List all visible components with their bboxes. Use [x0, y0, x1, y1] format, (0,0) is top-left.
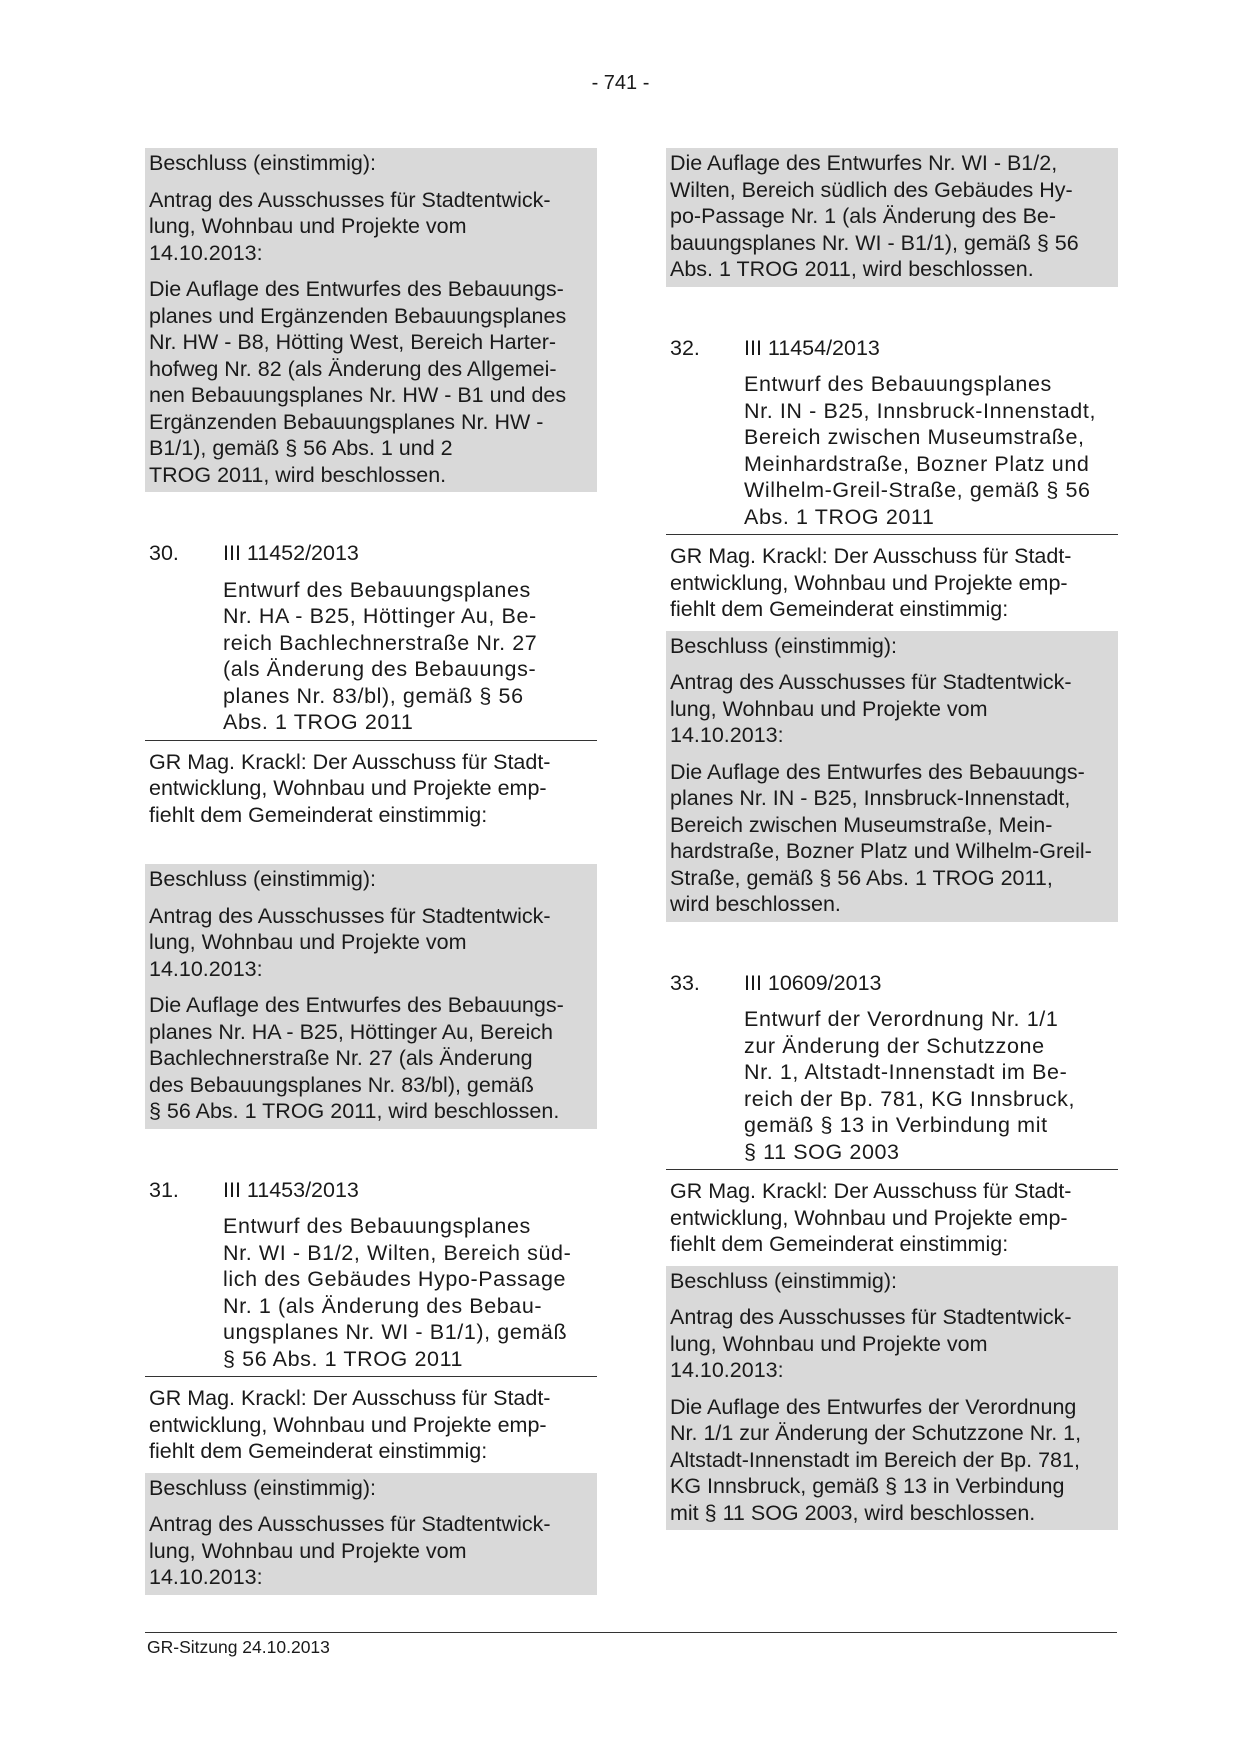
resolution-box: [145, 148, 597, 492]
item-number: 33.: [670, 970, 700, 995]
motion-text: Antrag des Ausschusses für Stadtentwick- lung, Wohnbau und Projekte vom 14.10.2013:: [670, 1305, 1072, 1382]
agenda-item-32: [666, 335, 1118, 922]
resolution-heading: Beschluss (einstimmig):: [670, 1268, 897, 1293]
resolution-box: [666, 1266, 1118, 1531]
committee-statement: GR Mag. Krackl: Der Ausschuss für Stadt- entwicklung, Wohnbau und Projekte emp- fiehlt dem Gemeinderat einstimmig:: [670, 1179, 1072, 1256]
right-column: [666, 148, 1118, 1530]
item-number: 32.: [670, 335, 700, 360]
motion-text: Antrag des Ausschusses für Stadtentwick- lung, Wohnbau und Projekte vom 14.10.2013:: [670, 670, 1072, 747]
item-title: Entwurf des Bebauungsplanes Nr. IN - B25, Innsbruck-Innenstadt, Bereich zwischen Museumstraße, Meinhardstraße, Bozner Platz und Wilhelm-Greil-Straße, gemäß § 56 Abs. 1 TROG 2011: [744, 372, 1097, 529]
item-reference: III 11454/2013: [744, 335, 880, 360]
left-column: [145, 148, 597, 1595]
resolution-heading: Beschluss (einstimmig):: [670, 633, 897, 658]
resolution-heading: Beschluss (einstimmig):: [149, 1475, 376, 1500]
resolution-text: Die Auflage des Entwurfes des Bebauungs- planes Nr. IN - B25, Innsbruck-Innenstadt, Bereich zwischen Museumstraße, Mein- hardstraße, Bozner Platz und Wilhelm-Greil- Straße, gemäß § 56 Abs. 1 TROG 2011, wird beschlossen.: [670, 759, 1092, 916]
motion-text: Antrag des Ausschusses für Stadtentwick- lung, Wohnbau und Projekte vom 14.10.2013:: [149, 1512, 551, 1589]
motion-text: Antrag des Ausschusses für Stadtentwick- lung, Wohnbau und Projekte vom 14.10.2013:: [149, 187, 551, 265]
committee-statement: GR Mag. Krackl: Der Ausschuss für Stadt- entwicklung, Wohnbau und Projekte emp- fiehlt dem Gemeinderat einstimmig:: [670, 544, 1072, 621]
resolution-text: Die Auflage des Entwurfes der Verordnung Nr. 1/1 zur Änderung der Schutzzone Nr. 1, Altstadt-Innenstadt im Bereich der Bp. 781, KG Innsbruck, gemäß § 13 in Verbindung mit § 11 SOG 2003, wird beschlossen.: [670, 1394, 1082, 1525]
item-title: Entwurf der Verordnung Nr. 1/1 zur Änderung der Schutzzone Nr. 1, Altstadt-Innenstadt im Be- reich der Bp. 781, KG Innsbruck, gemäß § 13 in Verbindung mit § 11 SOG 2003: [744, 1007, 1076, 1164]
item-reference: III 11453/2013: [223, 1177, 359, 1202]
item-reference: III 11452/2013: [223, 541, 359, 565]
agenda-item-33: [666, 970, 1118, 1531]
resolution-heading: Beschluss (einstimmig):: [149, 867, 376, 891]
agenda-item-31: [145, 1177, 597, 1595]
resolution-heading: Beschluss (einstimmig):: [149, 151, 376, 175]
footer-divider: [145, 1632, 1117, 1633]
committee-statement: GR Mag. Krackl: Der Ausschuss für Stadt- entwicklung, Wohnbau und Projekte emp- fiehlt dem Gemeinderat einstimmig:: [149, 1386, 551, 1463]
agenda-item-30: [145, 540, 597, 1129]
resolution-box: [145, 864, 597, 1129]
item-number: 30.: [149, 541, 179, 565]
item-title: Entwurf des Bebauungsplanes Nr. HA - B25, Höttinger Au, Be- reich Bachlechnerstraße Nr. 27 (als Änderung des Bebauungs- planes Nr. 83/bl), gemäß § 56 Abs. 1 TROG 2011: [223, 577, 538, 734]
resolution-box: [666, 631, 1118, 922]
footer-session-date: GR-Sitzung 24.10.2013: [147, 1637, 330, 1657]
committee-statement: GR Mag. Krackl: Der Ausschuss für Stadt- entwicklung, Wohnbau und Projekte emp- fiehlt dem Gemeinderat einstimmig:: [149, 749, 551, 827]
page-number: - 741 -: [591, 72, 650, 94]
resolution-text: Die Auflage des Entwurfes Nr. WI - B1/2, Wilten, Bereich südlich des Gebäudes Hy- po-Passage Nr. 1 (als Änderung des Be- bauungsplanes Nr. WI - B1/1), gemäß § 56 Abs. 1 TROG 2011, wird beschlossen.: [670, 151, 1079, 281]
resolution-text: Die Auflage des Entwurfes des Bebauungs- planes Nr. HA - B25, Höttinger Au, Bereich Bachlechnerstraße Nr. 27 (als Änderung des Bebauungsplanes Nr. 83/bl), gemäß § 56 Abs. 1 TROG 2011, wird beschlossen.: [149, 993, 564, 1123]
item-reference: III 10609/2013: [744, 970, 882, 995]
item-number: 31.: [149, 1177, 179, 1202]
motion-text: Antrag des Ausschusses für Stadtentwick- lung, Wohnbau und Projekte vom 14.10.2013:: [149, 903, 551, 981]
resolution-box: [666, 148, 1118, 287]
item-title: Entwurf des Bebauungsplanes Nr. WI - B1/2, Wilten, Bereich süd- lich des Gebäudes Hypo-Passage Nr. 1 (als Änderung des Bebau- ungsplanes Nr. WI - B1/1), gemäß § 56 Abs. 1 TROG 2011: [223, 1214, 572, 1371]
resolution-text: Die Auflage des Entwurfes des Bebauungs- planes und Ergänzenden Bebauungsplanes Nr. HW - B8, Hötting West, Bereich Harter- hofweg Nr. 82 (als Änderung des Allgemei- nen Bebauungsplanes Nr. HW - B1 und des Ergänzenden Bebauungsplanes Nr. HW - B1/1), gemäß § 56 Abs. 1 und 2 TROG 2011, wird beschlossen.: [149, 277, 567, 487]
resolution-box: [145, 1473, 597, 1595]
